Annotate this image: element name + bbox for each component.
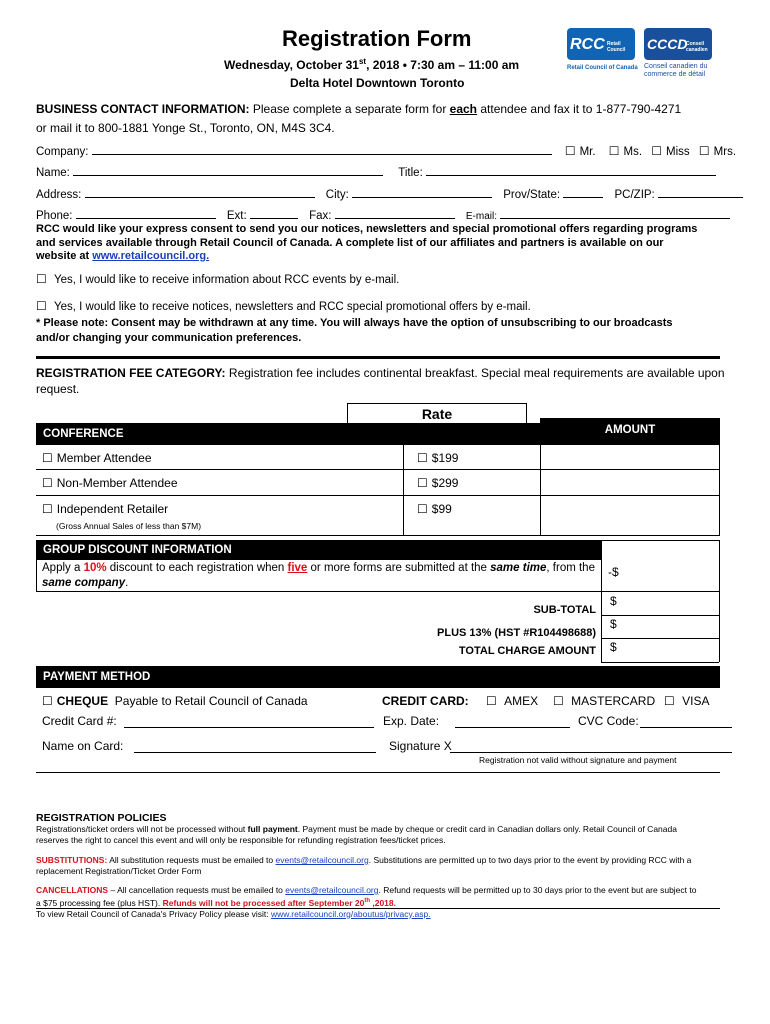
email-input[interactable] [500,208,730,219]
total-label: TOTAL CHARGE AMOUNT [458,645,596,657]
credit-card-label: CREDIT CARD: [382,694,469,708]
fee-row-nonmember[interactable]: ☐ Non-Member Attendee [42,476,178,490]
fee-price-retailer[interactable]: ☐ $99 [417,502,452,516]
rate-header: Rate [347,403,527,423]
hst-value[interactable]: $ [610,617,617,631]
policy-substitutions: SUBSTITUTIONS: All substitution requests must be emailed to events@retailcouncil.org. Substitutions are permitted up to two days prior to the event by providing RCC with a replacement Registration/Ticket Order Form [36,855,692,876]
consent-note: * Please note: Consent may be withdrawn at any time. You will always have the option of unsubscribing to our broadcasts and/or changing your communication preferences. [36,317,673,344]
subtotal-value[interactable]: $ [610,594,617,608]
signature-note: Registration not valid without signature and payment [479,755,677,765]
group-discount-bar: GROUP DISCOUNT INFORMATION [36,540,601,560]
group-discount-text: Apply a 10% discount to each registration when five or more forms are submitted at the same time, from the same company. [42,562,595,589]
postal-input[interactable] [658,187,743,198]
cccd-logo: CCCD Conseil canadien Conseil canadien du commerce de détail [644,28,716,78]
substitution-email-link[interactable]: events@retailcouncil.org [275,855,369,865]
fee-intro: REGISTRATION FEE CATEGORY: Registration fee includes continental breakfast. Special meal requirements are available upon [36,366,725,380]
card-amex[interactable]: ☐ AMEX [486,694,539,708]
cancellation-email-link[interactable]: events@retailcouncil.org [285,885,379,895]
salutation-mrs[interactable]: ☐ Mrs. [698,144,737,158]
title-input[interactable] [426,165,716,176]
subtotal-label: SUB-TOTAL [533,604,596,616]
address-input[interactable] [85,187,315,198]
checkbox-icon: ☐ [417,476,428,490]
fax-input[interactable] [335,208,455,219]
prov-input[interactable] [563,187,603,198]
opt-in-events[interactable]: ☐ Yes, I would like to receive information about RCC events by e-mail. [36,272,400,286]
checkbox-icon: ☐ [698,144,710,158]
phone-input[interactable] [76,208,216,219]
checkbox-icon: ☐ [564,144,576,158]
checkbox-icon: ☐ [42,451,53,465]
checkbox-icon: ☐ [36,272,47,286]
fee-table [36,445,720,535]
discount-value[interactable]: -$ [608,565,619,579]
salutation-mr[interactable]: ☐ Mr. [564,144,596,158]
business-intro-line2: or mail it to 800-1881 Yonge St., Toronto, ON, M4S 3C4. [36,121,335,135]
exp-date-input[interactable] [455,714,570,728]
company-row: Company: ☐ Mr. ☐ Ms. ☐ Miss ☐ Mrs. [36,144,737,158]
name-on-card-label: Name on Card: [42,739,124,753]
signature-input[interactable] [450,739,732,753]
total-value[interactable]: $ [610,640,617,654]
name-on-card-input[interactable] [134,739,376,753]
name-row: Name: Title: [36,165,716,179]
page-title: Registration Form [282,26,472,51]
checkbox-icon: ☐ [651,144,663,158]
group-box [36,560,720,662]
opt-in-notices[interactable]: ☐ Yes, I would like to receive notices, newsletters and RCC special promotional offers by e-mail. [36,299,531,313]
rcc-logo: RCC Retail Council Retail Council of Canada [567,28,639,74]
cvc-input[interactable] [640,714,732,728]
section-divider [36,356,720,359]
checkbox-icon: ☐ [36,299,47,313]
event-venue: Delta Hotel Downtown Toronto [290,76,465,90]
checkbox-icon: ☐ [417,502,428,516]
card-visa[interactable]: ☐ VISA [664,694,710,708]
phone-row: Phone: Ext: Fax: E-mail: [36,208,730,222]
consent-text: RCC would like your express consent to send you our notices, newsletters and special promotional offers regarding programs and services available through Retail Council of Canada. A complete list of our affiliates and partners is available on our website at www.retailcouncil.org. [36,223,698,262]
card-mastercard[interactable]: ☐ MASTERCARD [553,694,656,708]
privacy-policy-link[interactable]: www.retailcouncil.org/aboutus/privacy.asp. [271,908,431,919]
business-intro: BUSINESS CONTACT INFORMATION: Please complete a separate form for each attendee and fax it to 1-877-790-4271 [36,102,682,116]
hst-label: PLUS 13% (HST #R104498688) [437,627,596,639]
exp-date-label: Exp. Date: [383,714,440,728]
checkbox-icon: ☐ [42,476,53,490]
checkbox-icon: ☐ [417,451,428,465]
fee-intro-line2: request. [36,382,80,396]
retailer-note: (Gross Annual Sales of less than $7M) [56,521,202,531]
checkbox-icon: ☐ [486,694,497,708]
conference-bar: CONFERENCE [36,423,720,445]
checkbox-icon: ☐ [664,694,675,708]
checkbox-icon: ☐ [42,502,53,516]
fee-price-member[interactable]: ☐ $199 [417,451,459,465]
amount-header: AMOUNT [540,418,720,440]
website-link[interactable]: www.retailcouncil.org. [92,250,210,262]
policies-heading: REGISTRATION POLICIES [36,812,167,824]
event-date: Wednesday, October 31st, 2018 • 7:30 am – 11:00 am [224,57,520,72]
salutation-miss[interactable]: ☐ Miss [651,144,690,158]
checkbox-icon: ☐ [553,694,564,708]
name-input[interactable] [73,165,383,176]
fee-price-nonmember[interactable]: ☐ $299 [417,476,459,490]
payment-method-bar: PAYMENT METHOD [36,666,720,688]
fee-row-member[interactable]: ☐ Member Attendee [42,451,152,465]
checkbox-icon: ☐ [42,694,53,708]
cvc-label: CVC Code: [578,714,639,728]
salutation-ms[interactable]: ☐ Ms. [608,144,643,158]
fee-row-retailer[interactable]: ☐ Independent Retailer [42,502,169,516]
company-input[interactable] [92,144,552,155]
city-input[interactable] [352,187,492,198]
ext-input[interactable] [250,208,298,219]
policy-cancellations: CANCELLATIONS – All cancellation requests must be emailed to events@retailcouncil.org. Refund requests will be permitted up to 30 days prior to the event but are subject to a $75 processing fee (plus HST). Refunds will not be processed after September 20th ,2018. To view Retail Council of Canada's Privacy Policy please visit: www.retailcouncil.org/aboutus/privacy.asp. [36,885,697,919]
cheque-option[interactable]: ☐ CHEQUE Payable to Retail Council of Canada [42,694,308,708]
card-number-input[interactable] [124,714,374,728]
card-number-label: Credit Card #: [42,714,117,728]
signature-label: Signature X [389,739,452,753]
address-row: Address: City: Prov/State: PC/ZIP: [36,187,743,201]
checkbox-icon: ☐ [608,144,620,158]
policy-payment: Registrations/ticket orders will not be processed without full payment. Payment must be made by cheque or credit card in Canadian dollars only. Retail Council of Canada reserves the right to cancel this event and will only be responsible for refunding registration fees/ticket prices. [36,824,677,845]
